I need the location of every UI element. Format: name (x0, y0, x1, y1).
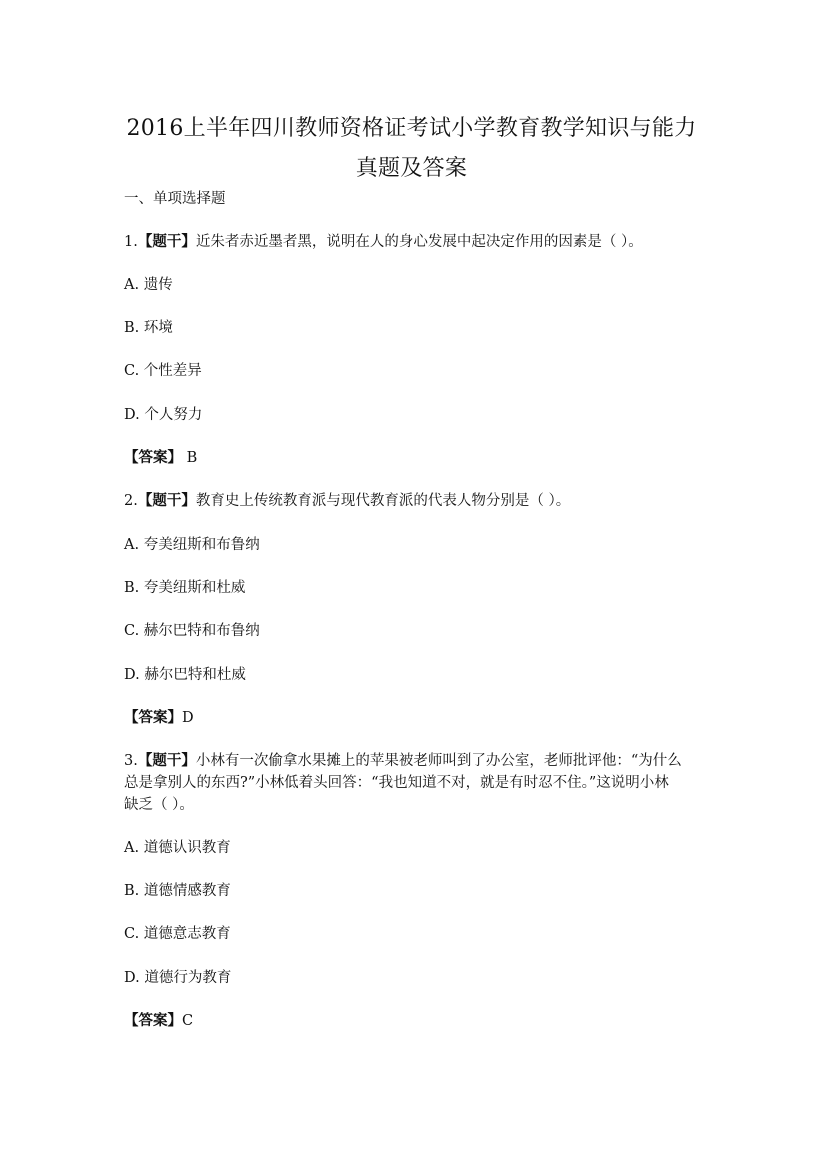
question-3-option-b: B. 道德情感教育 (124, 883, 231, 899)
question-1-tag: 【题干】 (137, 233, 196, 250)
question-3-answer-value: C (182, 1013, 194, 1029)
question-2-option-b: B. 夸美纽斯和杜威 (124, 580, 246, 596)
doc-title-line1: 2016上半年四川教师资格证考试小学教育教学知识与能力 (126, 116, 697, 141)
question-2-stem (124, 490, 714, 512)
question-3-answer-tag: 【答案】 (124, 1012, 182, 1029)
question-3-answer (124, 1010, 714, 1032)
question-3-stem-line2: 总是拿别人的东西?”小林低着头回答：“我也知道不对，就是有时忍不住。”这说明小林 (124, 775, 669, 791)
question-3-option-d: D. 道德行为教育 (124, 970, 232, 986)
question-1-answer-value: B (182, 450, 198, 466)
question-2-text: 教育史上传统教育派与现代教育派的代表人物分别是（ ）。 (195, 493, 571, 509)
question-2-option-c: C. 赫尔巴特和布鲁纳 (124, 623, 260, 639)
question-1-answer (124, 447, 714, 469)
question-1-option-d: D. 个人努力 (124, 407, 203, 423)
question-2-answer-value: D (182, 710, 194, 726)
question-3-text-line1: 小林有一次偷拿水果摊上的苹果被老师叫到了办公室，老师批评他：“为什么 (195, 753, 682, 769)
question-1-number: 1. (124, 234, 138, 250)
question-2-tag: 【题干】 (137, 492, 196, 509)
question-2-option-a: A. 夸美纽斯和布鲁纳 (124, 537, 260, 553)
section-heading: 一、单项选择题 (124, 191, 226, 207)
question-3-option-c: C. 道德意志教育 (124, 926, 231, 942)
question-3-stem-line3: 缺乏（ ）。 (124, 797, 194, 813)
question-3-number: 3. (124, 753, 138, 769)
question-1-option-b: B. 环境 (124, 320, 173, 336)
question-1-option-c: C. 个性差异 (124, 363, 202, 379)
doc-title-line2: 真题及答案 (355, 156, 468, 181)
question-1-stem (124, 231, 714, 253)
question-2-answer (124, 707, 714, 729)
question-2-number: 2. (124, 493, 138, 509)
question-2-answer-tag: 【答案】 (124, 709, 182, 726)
question-3-stem-line1 (124, 750, 714, 772)
question-1-text: 近朱者赤近墨者黑，说明在人的身心发展中起决定作用的因素是（ ）。 (195, 234, 643, 250)
question-1-answer-tag: 【答案】 (124, 449, 182, 466)
question-3-option-a: A. 道德认识教育 (124, 840, 231, 856)
question-3-tag: 【题干】 (137, 752, 196, 769)
question-2-option-d: D. 赫尔巴特和杜威 (124, 667, 246, 683)
question-1-option-a: A. 遗传 (124, 277, 173, 293)
